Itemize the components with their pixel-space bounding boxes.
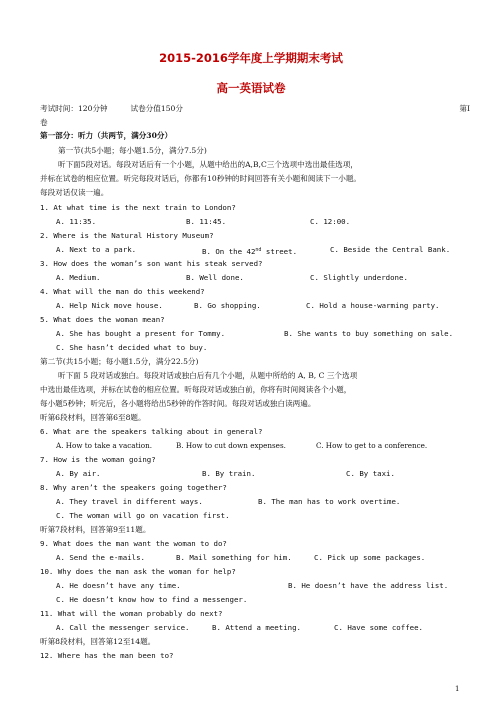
option-c: C. Hold a house-warming party. [306,301,440,310]
option-a: A. Call the messenger service. [56,623,190,632]
page-label-cont: 卷 [40,118,48,127]
option-c: C. By taxi. [346,469,395,478]
option-b: B. How to cut down expenses. [176,441,286,450]
exam-info [40,104,470,114]
option-a: A. Send the e-mails. [56,553,145,562]
material-note: 听第8段材料，回答第12至14题。 [40,637,156,646]
option-a: A. Next to a park. [56,245,137,254]
exam-time: 考试时间：120分钟 [40,104,108,113]
option-c: C. Have some coffee. [334,623,423,632]
section2-instr: 中选出最佳选项，并标在试卷的相应位置。听每段对话或独白前，你将有时间阅读各个小题， [40,385,352,394]
option-a: A. She has bought a present for Tommy. [56,329,226,338]
question-stem: 8. Why aren’t the speakers going together? [40,483,227,492]
option-c: C. Slightly underdone. [310,273,408,282]
option-b: B. Go shopping. [194,301,261,310]
section2-instr: 听下面 5 段对话或独白。每段对话或独白后有几个小题，从题中所给的 A, B, C 三个选项 [58,371,358,380]
question-stem: 12. Where has the man been to? [40,651,174,660]
option-b: B. By train. [202,469,256,478]
option-a: A. Help Nick move house. [56,301,163,310]
section1-instr: 每段对话仅读一遍。 [40,188,109,197]
question-stem: 6. What are the speakers talking about in general? [40,427,263,436]
option-a: A. 11:35. [56,217,97,226]
material-note: 听第6段材料，回答第6至8题。 [40,413,146,422]
section1-instr: 并标在试卷的相应位置。听完每段对话后，你都有10秒钟的时间回答有关小题和阅读下一小题。 [40,174,362,183]
page-title: 2015-2016学年度上学期期末考试 [159,51,343,65]
option-b: B. Mail something for him. [176,553,292,562]
option-c: C. Beside the Central Bank. [330,245,451,254]
section2-instr: 每小题5秒钟；听完后，各小题将给出5秒钟的作答时间。每段对话或独白读两遍。 [40,399,316,408]
option-c: C. 12:00. [310,217,351,226]
option-a: A. Medium. [56,273,101,282]
option-c: C. How to get to a conference. [316,441,428,450]
question-stem: 10. Why does the man ask the woman for help? [40,567,236,576]
part1-heading: 第一部分：听力（共两节，满分30分） [40,131,173,140]
page-number: 1 [455,685,460,693]
question-stem: 3. How does the woman’s son want his steak served? [40,259,263,268]
question-stem: 2. Where is the Natural History Museum? [40,231,214,240]
option-b: B. Attend a meeting. [212,623,301,632]
option-a: A. He doesn’t have any time. [56,581,181,590]
option-c: C. She hasn’t decided what to buy. [56,343,208,352]
option-c: C. Pick up some packages. [314,553,426,562]
question-stem: 5. What does the woman mean? [40,315,165,324]
option-a: A. By air. [56,469,101,478]
page-label: 第I [459,104,470,113]
question-stem: 7. How is the woman going? [40,455,156,464]
option-b: B. 11:45. [186,217,227,226]
question-stem: 11. What will the woman probably do next? [40,609,223,618]
option-b: B. He doesn’t have the address list. [288,581,449,590]
option-b: B. Well done. [186,273,244,282]
section1-heading: 第一节(共5小题；每小题1.5分，满分7.5分) [58,146,207,155]
option-c: C. The woman will go on vacation first. [56,511,230,520]
option-b: B. She wants to buy something on sale. [284,329,454,338]
material-note: 听第7段材料，回答第9至11题。 [40,525,151,534]
question-stem: 4. What will the man do this weekend? [40,287,205,296]
section1-instr: 听下面5段对话。每段对话后有一个小题，从题中给出的A,B,C三个选项中选出最佳选项， [58,160,358,169]
option-a: A. How to take a vacation. [56,441,153,450]
page-subtitle: 高一英语试卷 [216,81,286,95]
section2-heading: 第二节(共15小题；每小题1.5分，满分22.5分) [40,357,199,366]
option-b: B. The man has to work overtime. [258,497,401,506]
option-a: A. They travel in different ways. [56,497,203,506]
exam-score: 试卷分值150分 [130,104,183,113]
option-c: C. He doesn’t know how to find a messenger. [56,595,248,604]
option-b: B. On the 42nd street. [202,247,298,256]
question-stem: 9. What does the man want the woman to do? [40,539,227,548]
question-stem: 1. At what time is the next train to London? [40,203,236,212]
